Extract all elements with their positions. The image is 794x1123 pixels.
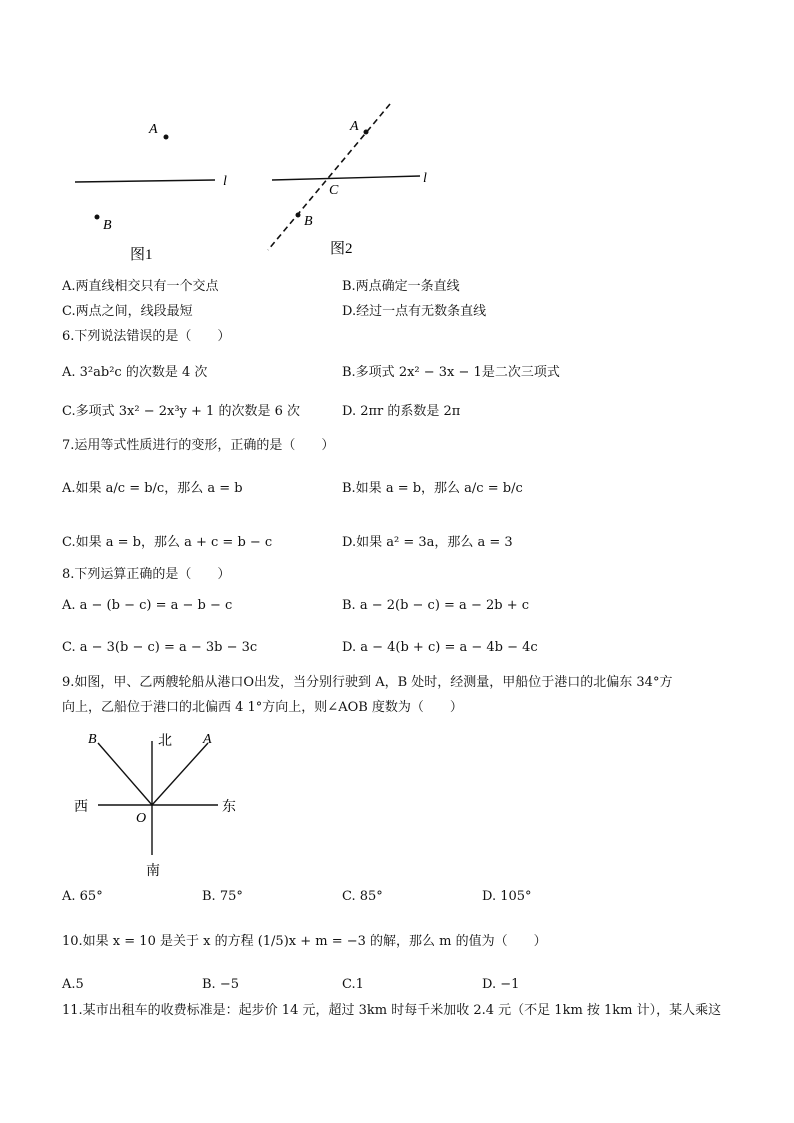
q9-option-a: A. 65° bbox=[62, 889, 103, 904]
q9-option-c: C. 85° bbox=[342, 889, 383, 904]
figure-2 bbox=[260, 100, 450, 260]
fig2-caption: 图2 bbox=[330, 241, 353, 257]
compass-point-a-label: A bbox=[203, 732, 212, 747]
compass-figure bbox=[70, 727, 250, 883]
q6-option-b: B.多项式 2x² − 3x − 1是二次三项式 bbox=[342, 365, 560, 380]
q10-stem: 10.如果 x = 10 是关于 x 的方程 (1/5)x + m = −3 的解，那么 m 的值为（ ） bbox=[62, 934, 547, 949]
fig2-line-l bbox=[272, 176, 420, 180]
fig1-line-l bbox=[75, 180, 215, 182]
fig2-point-a bbox=[364, 130, 369, 135]
q7-stem: 7.运用等式性质进行的变形，正确的是（ ） bbox=[62, 438, 335, 453]
q10-option-a: A.5 bbox=[62, 977, 84, 992]
q8-stem: 8.下列运算正确的是（ ） bbox=[62, 567, 231, 582]
q10-option-b: B. −5 bbox=[202, 977, 239, 992]
fig2-point-c-label: C bbox=[329, 183, 339, 198]
compass-point-b-label: B bbox=[88, 732, 97, 747]
q8-option-c: C. a − 3(b − c) = a − 3b − 3c bbox=[62, 640, 258, 655]
ray-oa bbox=[152, 743, 208, 805]
fig1-point-a bbox=[164, 135, 169, 140]
fig1-point-a-label: A bbox=[149, 122, 158, 137]
q6-stem: 6.下列说法错误的是（ ） bbox=[62, 329, 231, 344]
q7-option-b: B.如果 a = b，那么 a/c = b/c bbox=[342, 481, 523, 496]
q10-option-c: C.1 bbox=[342, 977, 364, 992]
q9-stem-line-1: 9.如图，甲、乙两艘轮船从港口O出发，当分别行驶到 A，B 处时，经测量，甲船位于港口的北偏东 34°方 bbox=[62, 675, 673, 690]
q6-option-a: A. 3²ab²c 的次数是 4 次 bbox=[62, 365, 208, 380]
fig1-point-b-label: B bbox=[103, 218, 112, 233]
q7-option-a: A.如果 a/c = b/c，那么 a = b bbox=[62, 481, 243, 496]
q9-stem-line-2: 向上，乙船位于港口的北偏西 4 1°方向上，则∠AOB 度数为（ ） bbox=[62, 700, 463, 715]
fig2-line-label: l bbox=[423, 171, 427, 186]
compass-west-label: 西 bbox=[74, 800, 88, 815]
fig1-point-b bbox=[95, 215, 100, 220]
q6-option-d: D. 2πr 的系数是 2π bbox=[342, 404, 461, 419]
q5-option-a: A.两直线相交只有一个交点 bbox=[62, 279, 219, 294]
q5-option-c: C.两点之间，线段最短 bbox=[62, 304, 193, 319]
q6-option-c: C.多项式 3x² − 2x³y + 1 的次数是 6 次 bbox=[62, 404, 300, 419]
q7-option-d: D.如果 a² = 3a，那么 a = 3 bbox=[342, 535, 513, 550]
figure-1 bbox=[60, 105, 250, 265]
fig1-caption: 图1 bbox=[130, 247, 153, 263]
q9-option-d: D. 105° bbox=[482, 889, 532, 904]
fig2-point-a-label: A bbox=[350, 119, 359, 134]
fig2-point-b bbox=[296, 213, 301, 218]
q5-option-d: D.经过一点有无数条直线 bbox=[342, 304, 487, 319]
q10-option-d: D. −1 bbox=[482, 977, 520, 992]
compass-origin-label: O bbox=[136, 811, 147, 826]
compass-east-label: 东 bbox=[222, 800, 236, 815]
ray-ob bbox=[98, 743, 152, 805]
fig2-point-b-label: B bbox=[304, 214, 313, 229]
q8-option-b: B. a − 2(b − c) = a − 2b + c bbox=[342, 598, 529, 613]
compass-north-label: 北 bbox=[158, 734, 172, 749]
fig1-line-label: l bbox=[223, 174, 227, 189]
q5-option-b: B.两点确定一条直线 bbox=[342, 279, 460, 294]
q8-option-a: A. a − (b − c) = a − b − c bbox=[62, 598, 233, 613]
q9-option-b: B. 75° bbox=[202, 889, 243, 904]
q11-stem: 11.某市出租车的收费标准是：起步价 14 元，超过 3km 时每千米加收 2.4 元（不足 1km 按 1km 计），某人乘这 bbox=[62, 1003, 722, 1018]
q8-option-d: D. a − 4(b + c) = a − 4b − 4c bbox=[342, 640, 538, 655]
q7-option-c: C.如果 a = b，那么 a + c = b − c bbox=[62, 535, 273, 550]
compass-south-label: 南 bbox=[146, 864, 160, 879]
